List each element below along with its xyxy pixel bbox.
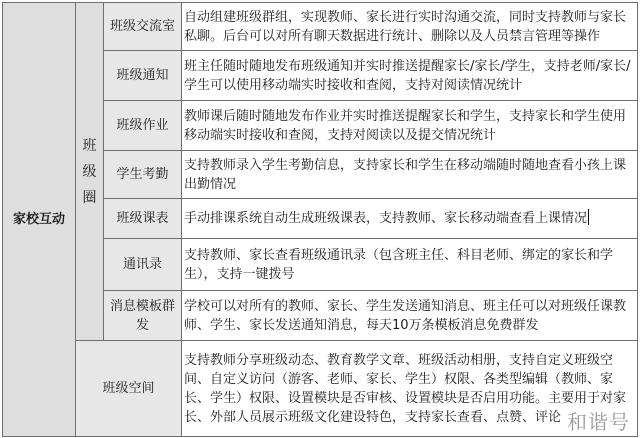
feature-name: 学生考勤: [116, 167, 169, 182]
feature-desc: 自动组建班级群组，实现教师、家长进行实时沟通交流，同时支持教师与家长私聊。后台可以对所有聊天数据进行统计、删除以及人员禁言管理等操作: [184, 9, 627, 44]
feature-desc: 学校可以对所有的教师、家长、学生发送通知消息、班主任可以对班级任课教师、学生、家长发送通知消息，每天10万条模板消息免费群发: [184, 298, 627, 333]
feature-desc: 手动排课系统自动生成班级课表，支持教师、家长移动端查看上课情况: [184, 211, 588, 226]
feature-desc: 教师课后随时随地发布作业并实时推送提醒家长和学生，支持家长和学生使用移动端实时接收和查阅，支持对阅读以及提交情况统计: [184, 108, 627, 143]
feature-name-cell: [104, 239, 182, 291]
feature-desc: 支持教师分享班级动态、教育教学文章、班级活动相册，支持自定义班级空间、自定义访问（游客、老师、家长、学生）权限、各类型编辑（教师、家长、学生）权限、设置模块是否审核、设置模块是否启用功能。主要用于对家长、外部人员展示班级文化建设特色，支持家长查看、点赞、评论: [184, 352, 627, 425]
feature-desc: 班主任随时随地发布班级通知并实时推送提醒家长/家长/学生，支持老师/家长/学生可以使用移动端实时接收和查阅，支持对阅读情况统计: [184, 58, 631, 93]
feature-name: 班级空间: [102, 381, 155, 396]
text-cursor: [588, 209, 589, 225]
feature-desc: 支持教师录入学生考勤信息，支持家长和学生在移动端随时随地查看小孩上课出勤情况: [184, 157, 627, 192]
feature-table: [2, 2, 638, 437]
feature-name-cell: [104, 3, 182, 51]
feature-desc-cell[interactable]: [182, 151, 638, 199]
sub-category-label: 班级圈: [82, 137, 97, 206]
sub-category-cell: [76, 3, 104, 341]
category-cell: [3, 3, 76, 437]
feature-name: 班级课表: [116, 211, 169, 226]
feature-name-cell: [104, 101, 182, 151]
table-row: [3, 341, 638, 437]
category-label: 家校互动: [12, 212, 65, 227]
feature-name-cell: [104, 199, 182, 239]
feature-name-cell: [104, 151, 182, 199]
watermark: 和谐号: [563, 406, 634, 435]
feature-desc-cell[interactable]: [182, 239, 638, 291]
feature-name: 通讯录: [122, 257, 162, 272]
feature-name-cell: [76, 341, 182, 437]
feature-desc-cell[interactable]: [182, 3, 638, 51]
feature-desc-cell[interactable]: [182, 199, 638, 239]
feature-name-cell: [104, 291, 182, 341]
feature-name-cell: [104, 51, 182, 101]
feature-desc-cell[interactable]: [182, 51, 638, 101]
feature-desc: 支持教师、家长查看班级通讯录（包含班主任、科目老师、绑定的家长和学生），支持一键拨号: [184, 247, 614, 282]
feature-name: 班级通知: [116, 68, 169, 83]
feature-desc-cell[interactable]: [182, 291, 638, 341]
feature-name: 班级作业: [116, 118, 169, 133]
feature-desc-cell[interactable]: [182, 101, 638, 151]
table-row: [3, 3, 638, 51]
feature-name: 班级交流室: [109, 19, 175, 34]
feature-name: 消息模板群发: [109, 298, 175, 333]
